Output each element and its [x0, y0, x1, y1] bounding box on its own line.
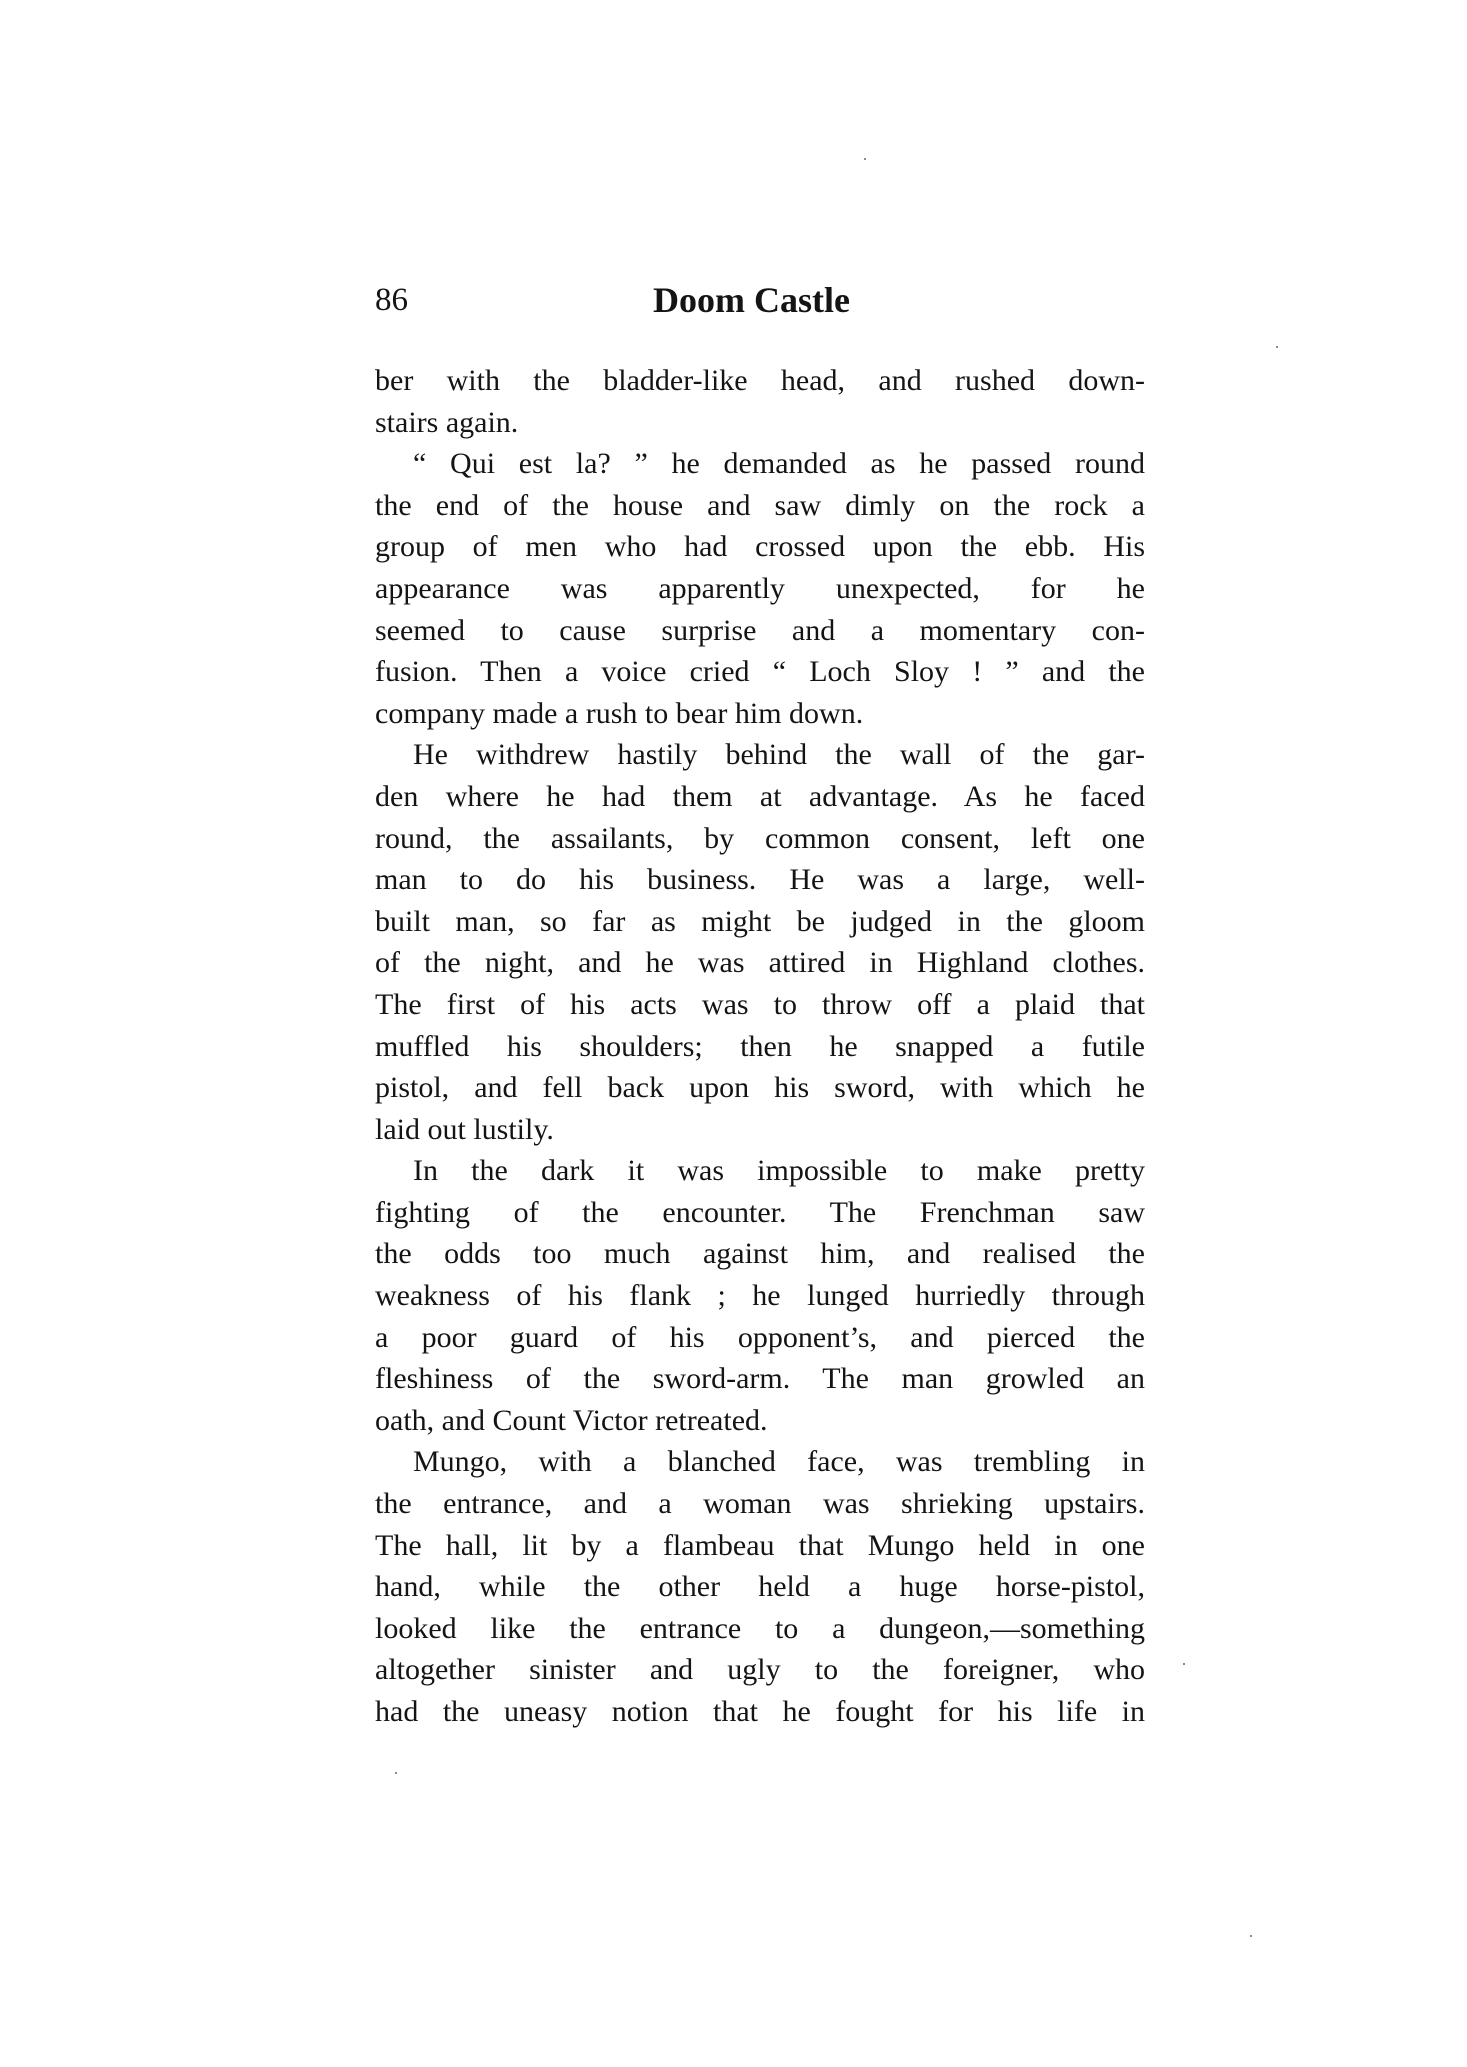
text-line: appearance was apparently unexpected, for he [375, 571, 1145, 605]
running-head [375, 275, 1145, 325]
text-line: fighting of the encounter. The Frenchman saw [375, 1195, 1145, 1229]
text-line: man to do his business. He was a large, well- [375, 863, 1145, 897]
text-line: the odds too much against him, and realised the [375, 1237, 1145, 1271]
text-line: In the dark it was impossible to make pretty [413, 1154, 1145, 1188]
text-line: looked like the entrance to a dungeon,—something [375, 1611, 1145, 1645]
text-line: seemed to cause surprise and a momentary con- [375, 613, 1145, 647]
text-line: Mungo, with a blanched face, was trembling in [413, 1445, 1145, 1479]
page-number: 86 [375, 282, 408, 318]
text-line: fusion. Then a voice cried “ Loch Sloy ! ” and the [375, 655, 1145, 689]
text-line: ber with the bladder-like head, and rushed down- [375, 364, 1145, 397]
scan-speck [864, 158, 866, 160]
text-line: muffled his shoulders; then he snapped a futile [375, 1029, 1145, 1063]
book-title: Doom Castle [653, 280, 850, 320]
text-line: had the uneasy notion that he fought for his life in [375, 1695, 1145, 1728]
body-text [375, 360, 1145, 1733]
text-line: oath, and Count Victor retreated. [375, 1403, 768, 1437]
text-line: a poor guard of his opponent’s, and pierced the [375, 1320, 1145, 1354]
text-line: den where he had them at advantage. As he faced [375, 779, 1145, 813]
text-line: stairs again. [375, 405, 519, 439]
text-line: laid out lustily. [375, 1112, 554, 1146]
text-line: group of men who had crossed upon the ebb. His [375, 530, 1145, 564]
text-line: weakness of his flank ; he lunged hurriedly through [375, 1279, 1145, 1313]
text-line: He withdrew hastily behind the wall of the gar- [413, 738, 1145, 772]
text-line: of the night, and he was attired in Highland clothes. [375, 946, 1145, 980]
text-line: altogether sinister and ugly to the foreigner, who [375, 1653, 1145, 1687]
text-line: round, the assailants, by common consent, left one [375, 821, 1145, 855]
text-line: “ Qui est la? ” he demanded as he passed round [413, 447, 1145, 481]
text-line: hand, while the other held a huge horse-pistol, [375, 1570, 1145, 1604]
text-line: fleshiness of the sword-arm. The man growled an [375, 1362, 1145, 1396]
scan-speck [1183, 1663, 1185, 1665]
text-line: built man, so far as might be judged in the gloom [375, 904, 1145, 938]
text-line: the end of the house and saw dimly on the rock a [375, 488, 1145, 522]
text-line: pistol, and fell back upon his sword, with which he [375, 1071, 1145, 1105]
text-line: The first of his acts was to throw off a plaid that [375, 987, 1145, 1021]
scan-speck [395, 1772, 397, 1774]
scan-speck [1250, 1935, 1252, 1937]
text-line: the entrance, and a woman was shrieking upstairs. [375, 1487, 1145, 1521]
text-line: The hall, lit by a flambeau that Mungo held in one [375, 1528, 1145, 1562]
scan-speck [1276, 346, 1278, 348]
text-line: company made a rush to bear him down. [375, 696, 864, 730]
